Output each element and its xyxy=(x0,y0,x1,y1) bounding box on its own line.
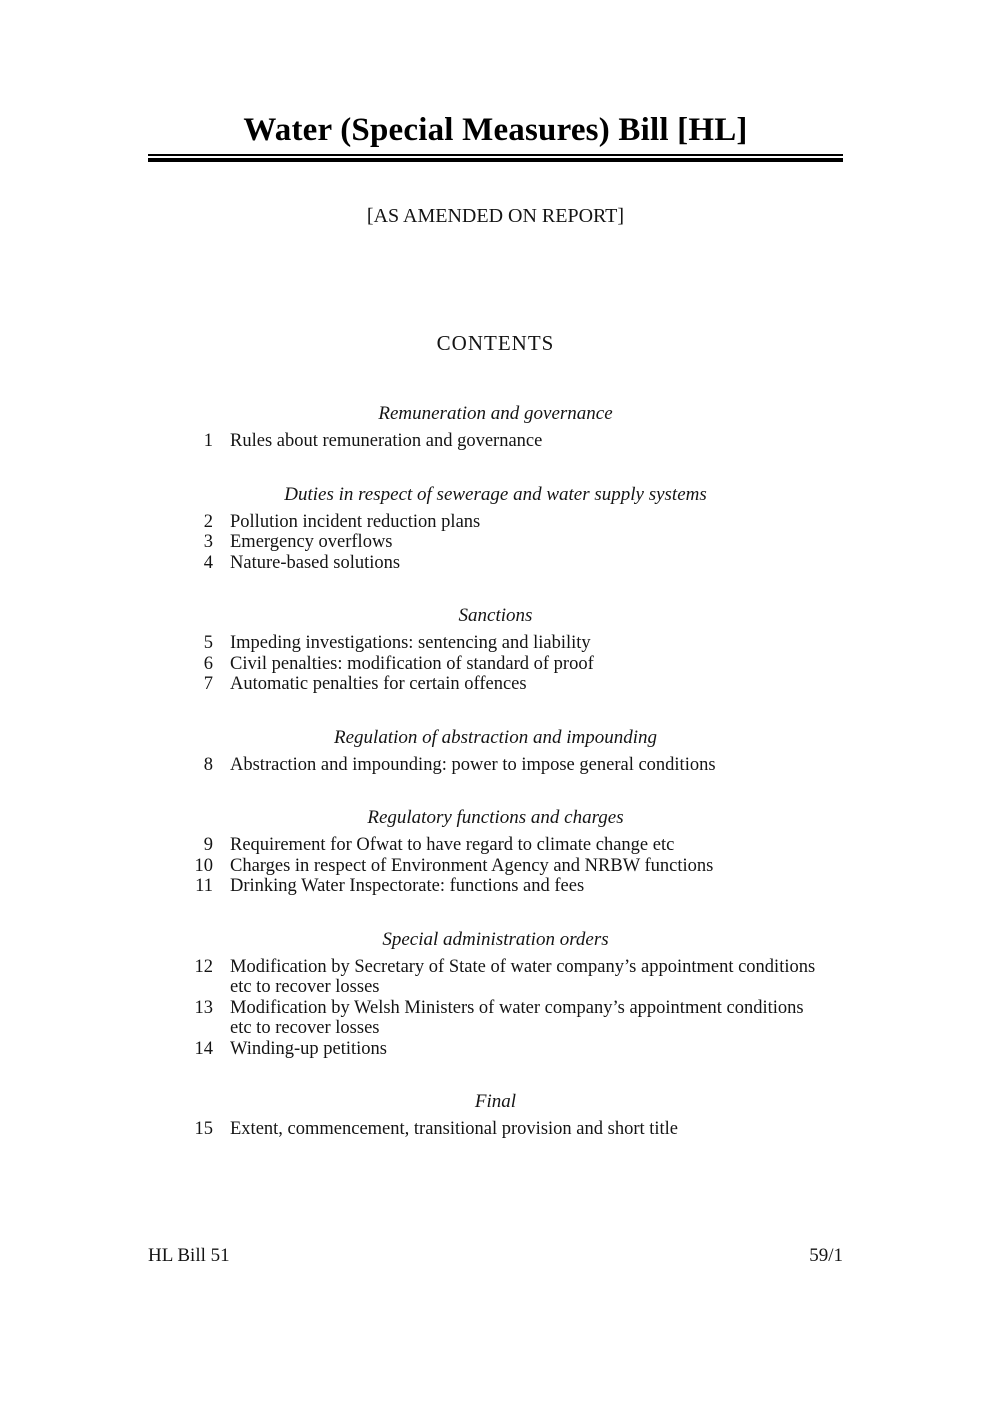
section-items xyxy=(148,835,843,897)
item-text-line: Rules about remuneration and governance xyxy=(230,431,543,451)
item-number: 6 xyxy=(203,653,213,674)
toc-section xyxy=(148,726,843,776)
bill-number: HL Bill 51 xyxy=(148,1245,230,1266)
item-text-line: Requirement for Ofwat to have regard to climate change etc xyxy=(230,835,675,855)
toc-section xyxy=(148,1090,843,1140)
toc-section xyxy=(148,402,843,452)
item-text-line: Drinking Water Inspectorate: functions and fees xyxy=(230,876,585,896)
item-text-line: etc to recover losses xyxy=(230,1018,380,1038)
item-text xyxy=(230,553,843,574)
item-number: 11 xyxy=(195,876,213,896)
contents-item xyxy=(148,532,843,553)
item-text xyxy=(230,1119,843,1140)
item-text-line: Modification by Secretary of State of water company’s appointment conditions xyxy=(230,956,816,977)
item-text xyxy=(230,532,843,553)
session-code: 59/1 xyxy=(809,1245,843,1266)
title-double-rule xyxy=(148,154,843,162)
section-heading: Final xyxy=(474,1091,517,1112)
section-heading: Regulatory functions and charges xyxy=(367,807,624,828)
contents-item xyxy=(148,856,843,877)
item-text xyxy=(230,654,843,675)
item-text xyxy=(230,674,843,695)
item-text-line: Impeding investigations: sentencing and liability xyxy=(230,633,591,653)
contents-item xyxy=(148,876,843,897)
item-number: 2 xyxy=(203,511,213,532)
item-text xyxy=(230,512,843,533)
section-heading: Special administration orders xyxy=(382,928,609,950)
section-heading: Regulation of abstraction and impounding xyxy=(334,726,657,748)
item-text-line: Nature-based solutions xyxy=(230,552,401,573)
section-items xyxy=(148,431,843,452)
item-text xyxy=(230,957,843,998)
toc-section xyxy=(148,928,843,1060)
contents-item xyxy=(148,957,843,998)
item-text-line: Abstraction and impounding: power to impose general conditions xyxy=(230,754,716,775)
item-text-line: Winding-up petitions xyxy=(230,1038,388,1059)
item-text-line: Pollution incident reduction plans xyxy=(230,511,481,532)
item-number: 4 xyxy=(203,552,213,573)
toc-section xyxy=(148,604,843,695)
contents-item xyxy=(148,755,843,776)
section-items xyxy=(148,755,843,776)
section-heading: Remuneration and governance xyxy=(378,403,613,424)
section-heading: Duties in respect of sewerage and water supply systems xyxy=(284,483,707,505)
amendment-note: [AS AMENDED ON REPORT] xyxy=(366,205,625,227)
item-number: 3 xyxy=(203,532,213,552)
item-number: 14 xyxy=(194,1038,213,1059)
item-text-line: Extent, commencement, transitional provision and short title xyxy=(230,1119,679,1139)
item-text xyxy=(230,856,843,877)
item-number: 13 xyxy=(194,997,213,1018)
item-text xyxy=(230,1039,843,1060)
item-number: 10 xyxy=(194,855,213,876)
item-text xyxy=(230,431,843,452)
section-items xyxy=(148,1119,843,1140)
item-text-line: Automatic penalties for certain offences xyxy=(230,674,527,694)
contents-heading: CONTENTS xyxy=(436,331,555,355)
item-text-line: Civil penalties: modification of standard of proof xyxy=(230,653,594,674)
section-items xyxy=(148,957,843,1060)
item-number: 5 xyxy=(203,633,213,653)
page-footer xyxy=(148,1244,843,1267)
toc-section xyxy=(148,483,843,574)
section-items xyxy=(148,633,843,695)
item-number: 1 xyxy=(203,431,213,451)
item-text-line: Modification by Welsh Ministers of water company’s appointment conditions xyxy=(230,997,804,1018)
item-number: 15 xyxy=(194,1119,213,1139)
contents-item xyxy=(148,998,843,1039)
item-text-line: etc to recover losses xyxy=(230,977,380,997)
contents-list xyxy=(148,402,843,1140)
contents-item xyxy=(148,1119,843,1140)
contents-item xyxy=(148,431,843,452)
item-number: 12 xyxy=(194,956,213,977)
item-text-line: Emergency overflows xyxy=(230,532,393,552)
contents-item xyxy=(148,654,843,675)
contents-item xyxy=(148,633,843,654)
item-text-line: Charges in respect of Environment Agency and NRBW functions xyxy=(230,855,714,876)
item-text xyxy=(230,876,843,897)
item-text xyxy=(230,835,843,856)
contents-item xyxy=(148,553,843,574)
section-heading: Sanctions xyxy=(458,605,533,626)
item-number: 8 xyxy=(203,754,213,775)
item-text xyxy=(230,998,843,1039)
bill-title: Water (Special Measures) Bill [HL] xyxy=(243,112,748,148)
item-text xyxy=(230,755,843,776)
section-items xyxy=(148,512,843,574)
contents-item xyxy=(148,835,843,856)
contents-item xyxy=(148,512,843,533)
toc-section xyxy=(148,806,843,897)
item-number: 9 xyxy=(203,835,213,855)
contents-item xyxy=(148,1039,843,1060)
page-content xyxy=(0,110,991,1140)
contents-item xyxy=(148,674,843,695)
item-number: 7 xyxy=(203,674,213,694)
item-text xyxy=(230,633,843,654)
